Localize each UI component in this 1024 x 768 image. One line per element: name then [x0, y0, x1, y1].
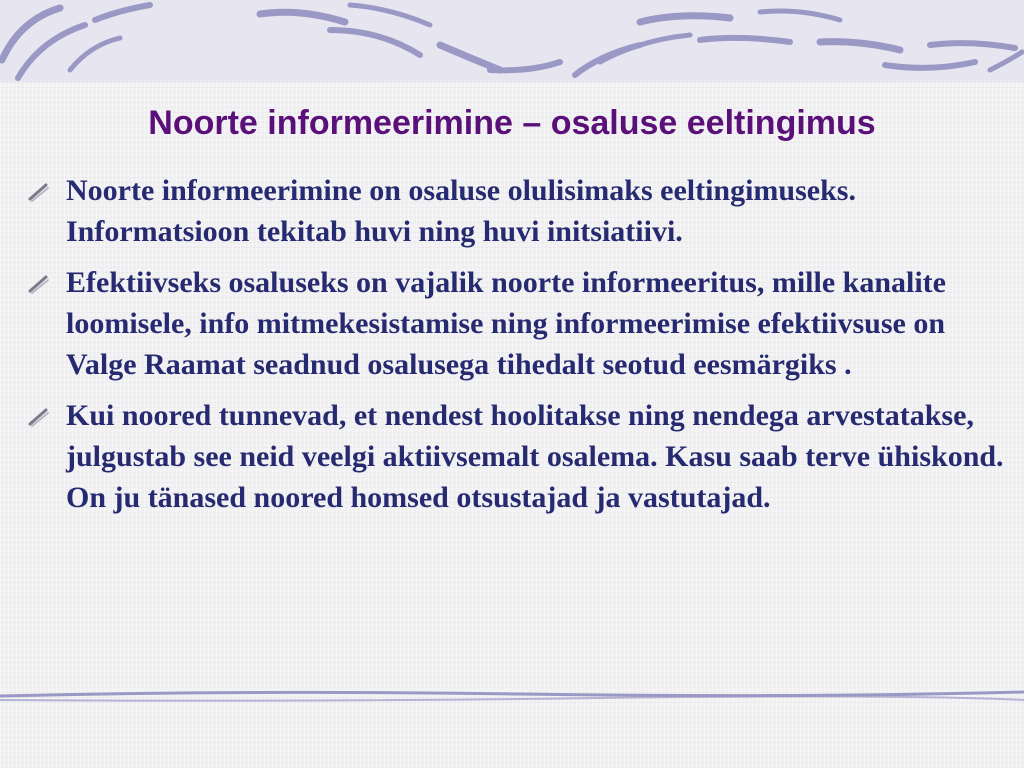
bullet-item [22, 262, 1012, 385]
bullet-item [22, 170, 1012, 252]
divider-stroke-icon [0, 680, 1024, 710]
bottom-decoration-line [0, 680, 1024, 710]
quill-stroke-icon [28, 274, 50, 294]
bullet-item [22, 395, 1012, 518]
quill-stroke-icon [28, 407, 50, 427]
slide-title: Noorte informeerimine – osaluse eeltingimus [148, 104, 876, 142]
quill-stroke-icon [28, 182, 50, 202]
top-decoration-band [0, 0, 1024, 82]
bullet-text: Noorte informeerimine on osaluse olulisimaks eeltingimuseks. Informatsioon tekitab huvi ning huvi initsiatiivi. [66, 174, 856, 248]
bullet-text: Efektiivseks osaluseks on vajalik noorte informeeritus, mille kanalite loomisele, info mitmekesistamise ning informeerimise efektiivsuse on Valge Raamat seadnud osalusega tihedalt seotud eesmärgiks . [66, 266, 946, 381]
swirl-strokes-icon [0, 0, 1024, 82]
bullet-list [22, 170, 1012, 528]
bullet-text: Kui noored tunnevad, et nendest hoolitakse ning nendega arvestatakse, julgustab see neid veelgi aktiivsemalt osalema. Kasu saab terve ühiskond. On ju tänased noored homsed otsustajad ja vastutajad. [66, 399, 1004, 514]
